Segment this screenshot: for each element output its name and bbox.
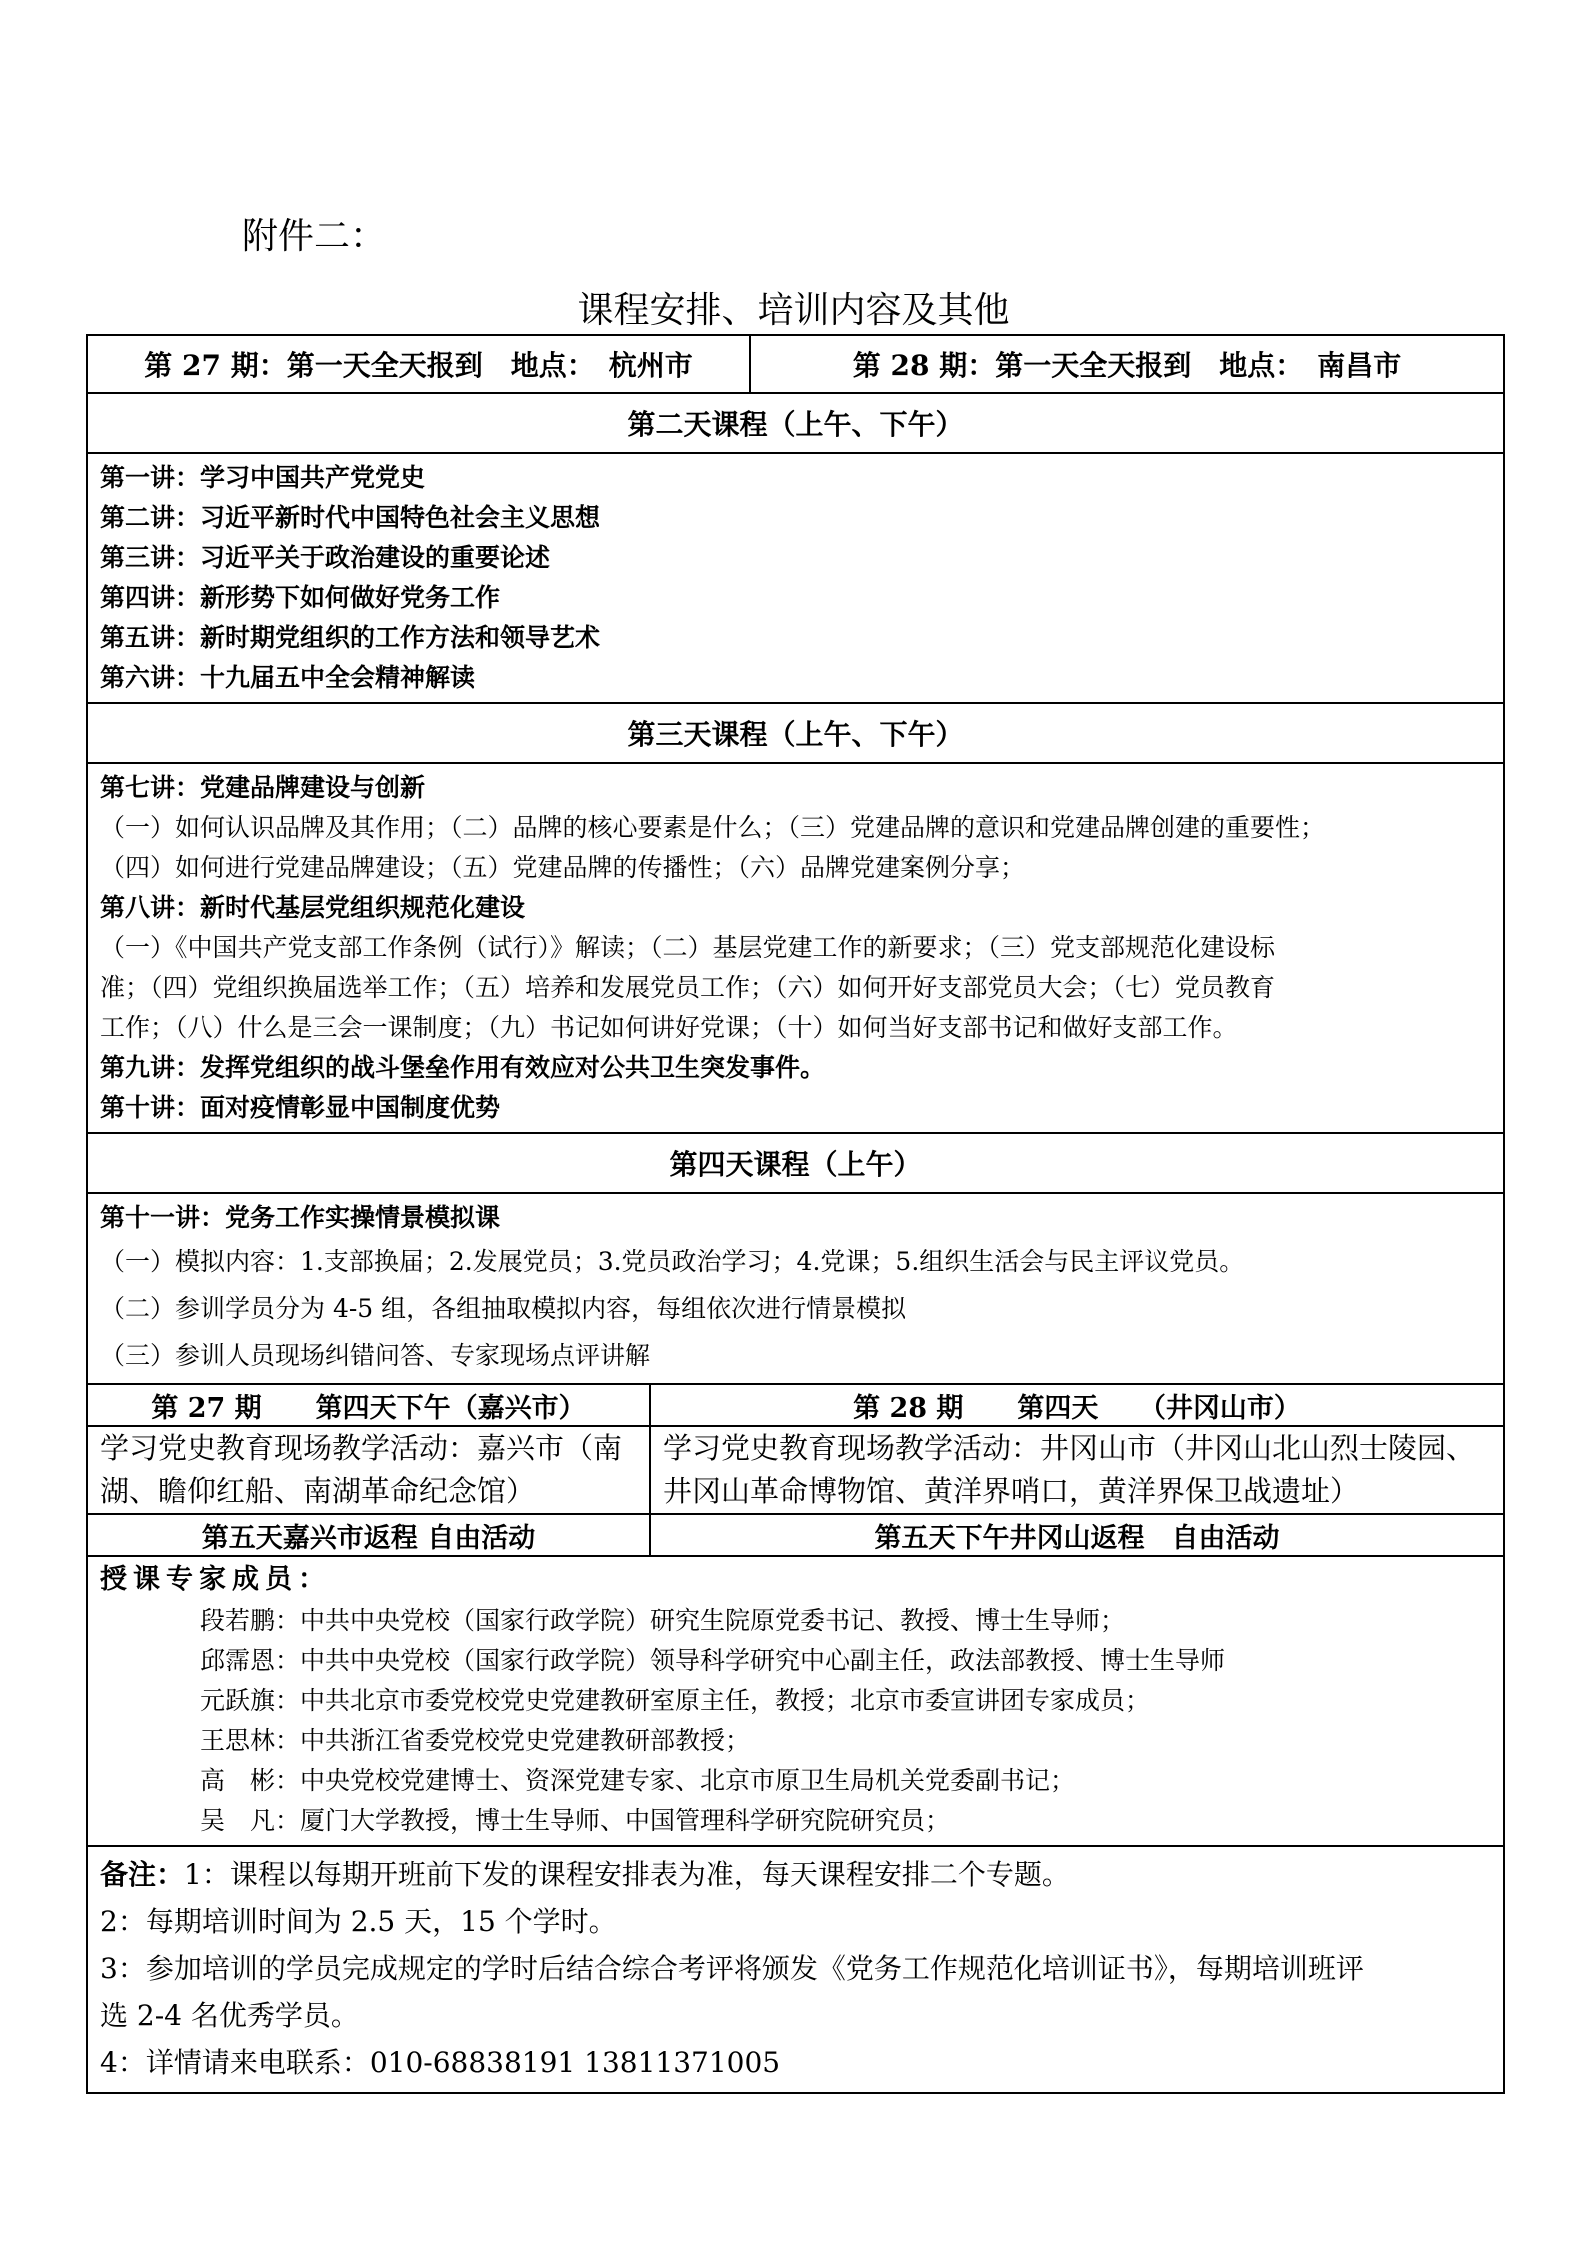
session-27-registration: 第 27 期：第一天全天报到 地点： 杭州市 <box>87 335 750 393</box>
session-27-site-heading: 第 27 期 第四天下午（嘉兴市） <box>87 1384 650 1426</box>
lecture-title: 第七讲：党建品牌建设与创新 <box>100 773 426 802</box>
session-28-site-text: 学习党史教育现场教学活动：井冈山市（井冈山北山烈士陵园、井冈山革命博物馆、黄洋界哨口，黄洋界保卫战遗址） <box>650 1426 1504 1514</box>
lecture-title: 第十一讲：党务工作实操情景模拟课 <box>100 1203 501 1232</box>
lecture-item: 第三讲：习近平关于政治建设的重要论述 <box>100 543 551 572</box>
lecture-detail: 准；（四）党组织换届选举工作；（五）培养和发展党员工作；（六）如何开好支部党员大会；（七）党员教育 <box>100 973 1276 1002</box>
expert-item: 邱霈恩：中共中央党校（国家行政学院）领导科学研究中心副主任，政法部教授、博士生导师 <box>200 1646 1226 1675</box>
annex-label: 附件二： <box>242 216 387 257</box>
session-28-registration: 第 28 期：第一天全天报到 地点： 南昌市 <box>750 335 1504 393</box>
day4-heading: 第四天课程（上午） <box>87 1133 1504 1193</box>
note-item: 4：详情请来电联系：010-68838191 13811371005 <box>100 2046 781 2079</box>
session-27-day5: 第五天嘉兴市返程 自由活动 <box>87 1514 650 1556</box>
note-item: 选 2-4 名优秀学员。 <box>100 1999 359 2032</box>
note-item: 1：课程以每期开班前下发的课程安排表为准，每天课程安排二个专题。 <box>184 1858 1070 1891</box>
day2-heading: 第二天课程（上午、下午） <box>87 393 1504 453</box>
lecture-item: 第一讲：学习中国共产党党史 <box>100 463 426 492</box>
day3-lectures <box>87 763 1504 1133</box>
expert-item: 元跃旗：中共北京市委党校党史党建教研室原主任，教授；北京市委宣讲团专家成员； <box>200 1686 1151 1715</box>
note-item: 3：参加培训的学员完成规定的学时后结合综合考评将颁发《党务工作规范化培训证书》，每期培训班评 <box>100 1952 1364 1985</box>
lecture-detail: （一）《中国共产党支部工作条例（试行）》解读；（二）基层党建工作的新要求；（三）党支部规范化建设标 <box>100 933 1276 962</box>
experts-title: 授课专家成员： <box>100 1564 331 1595</box>
lecture-item: 第五讲：新时期党组织的工作方法和领导艺术 <box>100 623 601 652</box>
day3-heading: 第三天课程（上午、下午） <box>87 703 1504 763</box>
registration-row <box>87 335 1504 393</box>
session-27-site-text: 学习党史教育现场教学活动：嘉兴市（南湖、瞻仰红船、南湖革命纪念馆） <box>87 1426 650 1514</box>
lecture-detail: 工作；（八）什么是三会一课制度；（九）书记如何讲好党课；（十）如何当好支部书记和做好支部工作。 <box>100 1013 1238 1042</box>
lecture-title: 第十讲：面对疫情彰显中国制度优势 <box>100 1093 501 1122</box>
expert-item: 高 彬：中央党校党建博士、资深党建专家、北京市原卫生局机关党委副书记； <box>200 1766 1076 1795</box>
lecture-detail: （四）如何进行党建品牌建设；（五）党建品牌的传播性；（六）品牌党建案例分享； <box>100 853 1026 882</box>
schedule-table <box>86 334 1505 2094</box>
session-28-site-heading: 第 28 期 第四天 （井冈山市） <box>650 1384 1504 1426</box>
lecture-item: 第四讲：新形势下如何做好党务工作 <box>100 583 501 612</box>
lecture-title: 第八讲：新时代基层党组织规范化建设 <box>100 893 526 922</box>
expert-item: 吴 凡：厦门大学教授，博士生导师、中国管理科学研究院研究员； <box>200 1806 951 1835</box>
lecture-title: 第九讲：发挥党组织的战斗堡垒作用有效应对公共卫生突发事件。 <box>100 1053 826 1082</box>
lecture-detail: （三）参训人员现场纠错问答、专家现场点评讲解 <box>100 1341 651 1370</box>
note-item: 2：每期培训时间为 2.5 天，15 个学时。 <box>100 1905 617 1938</box>
experts-section <box>87 1556 1504 1846</box>
notes-label: 备注： <box>100 1858 185 1891</box>
document-title: 课程安排、培训内容及其他 <box>577 290 1010 331</box>
lecture-item: 第二讲：习近平新时代中国特色社会主义思想 <box>100 503 601 532</box>
lecture-item: 第六讲：十九届五中全会精神解读 <box>100 663 476 692</box>
lecture-detail: （一）如何认识品牌及其作用；（二）品牌的核心要素是什么；（三）党建品牌的意识和党建品牌创建的重要性； <box>100 813 1326 842</box>
expert-item: 段若鹏：中共中央党校（国家行政学院）研究生院原党委书记、教授、博士生导师； <box>200 1606 1126 1635</box>
lecture-detail: （一）模拟内容：1.支部换届；2.发展党员；3.党员政治学习；4.党课；5.组织生活会与民主评议党员。 <box>100 1247 1245 1276</box>
day4-lectures <box>87 1193 1504 1384</box>
day2-lectures <box>87 453 1504 703</box>
expert-item: 王思林：中共浙江省委党校党史党建教研部教授； <box>200 1726 751 1755</box>
lecture-detail: （二）参训学员分为 4-5 组，各组抽取模拟内容，每组依次进行情景模拟 <box>100 1294 907 1323</box>
session-28-day5: 第五天下午井冈山返程 自由活动 <box>650 1514 1504 1556</box>
notes-section <box>87 1846 1504 2093</box>
